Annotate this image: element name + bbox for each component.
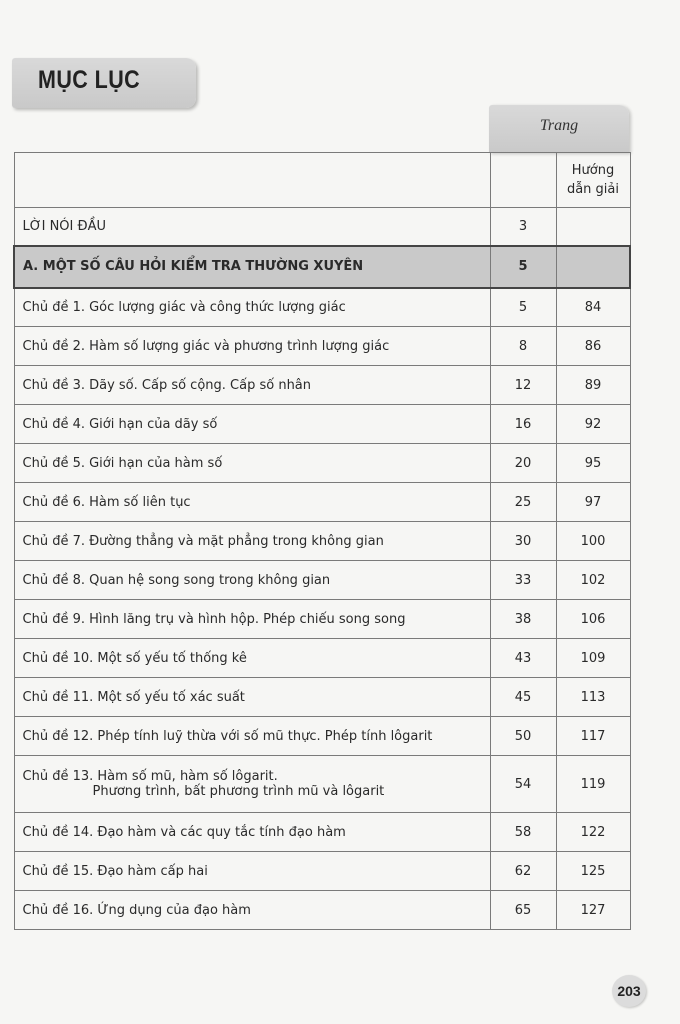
- table-row[interactable]: [14, 891, 630, 930]
- toc-page: 45: [490, 678, 556, 717]
- table-row[interactable]: [14, 366, 630, 405]
- toc-title: Chủ đề 3. Dãy số. Cấp số cộng. Cấp số nhân: [14, 366, 490, 405]
- section-row[interactable]: [14, 246, 630, 288]
- table-row[interactable]: [14, 208, 630, 246]
- toc-answer: 95: [556, 444, 630, 483]
- toc-answer: [556, 246, 630, 288]
- table-row[interactable]: [14, 522, 630, 561]
- toc-answer: 113: [556, 678, 630, 717]
- toc-page: 50: [490, 717, 556, 756]
- table-row[interactable]: [14, 444, 630, 483]
- toc-title: Chủ đề 14. Đạo hàm và các quy tắc tính đạo hàm: [14, 813, 490, 852]
- toc-answer: 117: [556, 717, 630, 756]
- table-row[interactable]: [14, 483, 630, 522]
- toc-title: Chủ đề 4. Giới hạn của dãy số: [14, 405, 490, 444]
- toc-page: 38: [490, 600, 556, 639]
- page-column-label: Trang: [539, 117, 579, 134]
- toc-answer: 100: [556, 522, 630, 561]
- toc-title: LỜI NÓI ĐẦU: [14, 208, 490, 246]
- toc-answer: [556, 208, 630, 246]
- toc-page: 8: [490, 327, 556, 366]
- table-row[interactable]: [14, 327, 630, 366]
- toc-page: 5: [490, 246, 556, 288]
- toc-title: Chủ đề 13. Hàm số mũ, hàm số lôgarit.: [22, 769, 278, 784]
- toc-section-title: A. MỘT SỐ CÂU HỎI KIỂM TRA THƯỜNG XUYÊN: [14, 246, 490, 288]
- toc-page: 43: [490, 639, 556, 678]
- toc-title: Chủ đề 12. Phép tính luỹ thừa với số mũ thực. Phép tính lôgarit: [14, 717, 490, 756]
- table-row[interactable]: [14, 756, 630, 813]
- table-row[interactable]: [14, 600, 630, 639]
- toc-answer: 125: [556, 852, 630, 891]
- toc-answer: 84: [556, 288, 630, 327]
- toc-title: Chủ đề 11. Một số yếu tố xác suất: [14, 678, 490, 717]
- toc-page: 65: [490, 891, 556, 930]
- table-row[interactable]: [14, 852, 630, 891]
- toc-answer: 102: [556, 561, 630, 600]
- table-header-row: [14, 153, 630, 208]
- toc-answer: 86: [556, 327, 630, 366]
- table-row[interactable]: [14, 717, 630, 756]
- toc-page: 12: [490, 366, 556, 405]
- toc-page: 25: [490, 483, 556, 522]
- table-row[interactable]: [14, 813, 630, 852]
- toc-answer: 127: [556, 891, 630, 930]
- toc-page: 58: [490, 813, 556, 852]
- toc-answer: 109: [556, 639, 630, 678]
- toc-title: Chủ đề 10. Một số yếu tố thống kê: [14, 639, 490, 678]
- toc-title-line2: Phương trình, bất phương trình mũ và lôgarit: [92, 784, 385, 799]
- table-row[interactable]: [14, 678, 630, 717]
- answer-column-label: Hướng dẫn giải: [556, 153, 630, 208]
- toc-page: 5: [490, 288, 556, 327]
- toc-answer: 122: [556, 813, 630, 852]
- toc-page: 54: [490, 756, 556, 813]
- toc-title: Chủ đề 2. Hàm số lượng giác và phương trình lượng giác: [14, 327, 490, 366]
- toc-page: 16: [490, 405, 556, 444]
- toc-title: Chủ đề 5. Giới hạn của hàm số: [14, 444, 490, 483]
- toc-page: 33: [490, 561, 556, 600]
- toc-title: Chủ đề 9. Hình lăng trụ và hình hộp. Phép chiếu song song: [14, 600, 490, 639]
- toc-page: 30: [490, 522, 556, 561]
- table-row[interactable]: [14, 405, 630, 444]
- toc-title-two-line: [14, 756, 490, 813]
- toc-title: Chủ đề 16. Ứng dụng của đạo hàm: [14, 891, 490, 930]
- toc-page: 62: [490, 852, 556, 891]
- table-row[interactable]: [14, 639, 630, 678]
- toc-title: Chủ đề 8. Quan hệ song song trong không gian: [14, 561, 490, 600]
- toc-table: [13, 152, 631, 930]
- toc-title: Chủ đề 6. Hàm số liên tục: [14, 483, 490, 522]
- toc-answer: 89: [556, 366, 630, 405]
- page-title: MỤC LỤC: [38, 66, 141, 94]
- toc-title: Chủ đề 15. Đạo hàm cấp hai: [14, 852, 490, 891]
- toc-page: 20: [490, 444, 556, 483]
- table-row[interactable]: [14, 561, 630, 600]
- toc-answer: 119: [556, 756, 630, 813]
- toc-answer: 92: [556, 405, 630, 444]
- page-number-badge: 203: [612, 975, 646, 1007]
- table-row[interactable]: [14, 288, 630, 327]
- toc-answer: 106: [556, 600, 630, 639]
- toc-title: Chủ đề 7. Đường thẳng và mặt phẳng trong không gian: [14, 522, 490, 561]
- toc-answer: 97: [556, 483, 630, 522]
- toc-page: 3: [490, 208, 556, 246]
- toc-title: Chủ đề 1. Góc lượng giác và công thức lượng giác: [14, 288, 490, 327]
